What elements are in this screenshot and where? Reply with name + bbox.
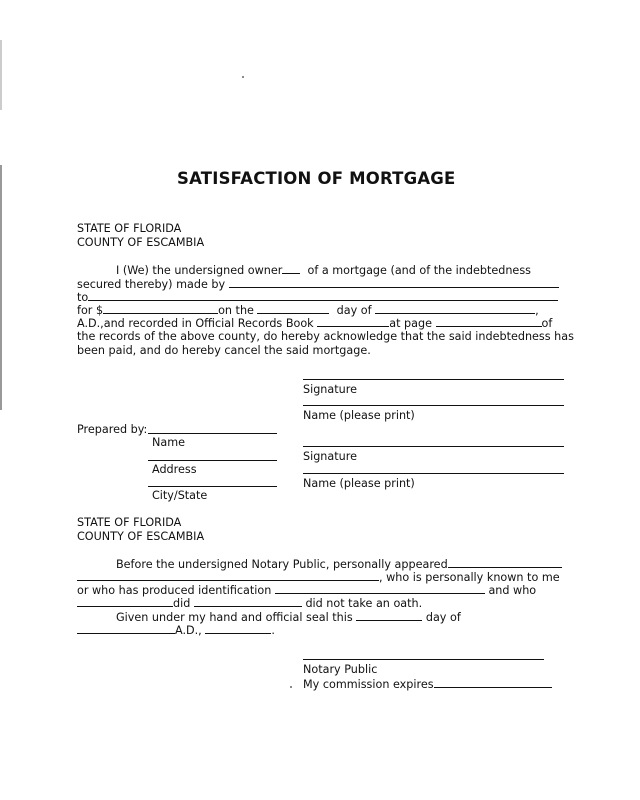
owner-blank[interactable]: [282, 263, 300, 274]
did-blank[interactable]: [77, 596, 173, 607]
notary-line-2: [77, 570, 560, 584]
appeared-blank[interactable]: [448, 557, 562, 568]
signature-label: Signature: [303, 383, 357, 396]
month-blank[interactable]: [375, 303, 535, 314]
scan-speck: [242, 76, 244, 78]
notary-line-3: [77, 583, 536, 597]
address-line[interactable]: [148, 460, 277, 461]
body-text: for $: [77, 304, 104, 317]
body-line-2: [77, 277, 559, 291]
prepared-city-state-label: City/State: [152, 489, 208, 502]
notary-text: day of: [425, 611, 461, 624]
body-text: ,: [535, 304, 539, 317]
notary-signature-line[interactable]: [303, 659, 544, 660]
commission-label: My commission expires: [303, 678, 434, 691]
seal-day-blank[interactable]: [356, 610, 422, 621]
appeared-name-blank[interactable]: [77, 570, 379, 581]
notary-line-5: [116, 610, 461, 624]
notary-text: Given under my hand and official seal this: [116, 611, 353, 624]
made-by-blank[interactable]: [229, 277, 559, 288]
notary-text: A.D.,: [175, 624, 202, 637]
scan-artifact: [0, 165, 2, 410]
notary-text: , who is personally known to me: [379, 571, 560, 584]
name-print-line[interactable]: [303, 405, 564, 406]
scan-artifact: [0, 40, 2, 110]
body-text: I (We) the undersigned owner: [116, 264, 283, 277]
seal-month-blank[interactable]: [77, 623, 175, 634]
body-line-6: the records of the above county, do hereby acknowledge that the said indebtedness has: [77, 330, 574, 343]
notary-text: .: [271, 624, 275, 637]
body-text: A.D.,and recorded in Official Records Book: [77, 317, 314, 330]
notary-state: STATE OF FLORIDA: [77, 516, 182, 529]
notary-public-label: Notary Public: [303, 663, 378, 676]
prepared-by-line[interactable]: [148, 433, 277, 434]
book-blank[interactable]: [317, 316, 389, 327]
prepared-by-label: Prepared by:: [77, 423, 148, 436]
commission-expires: [303, 677, 552, 691]
document-title: SATISFACTION OF MORTGAGE: [177, 169, 456, 188]
venue-state: STATE OF FLORIDA: [77, 222, 182, 235]
notary-text: Before the undersigned Notary Public, personally appeared: [116, 558, 448, 571]
body-text: of: [541, 317, 553, 330]
day-blank[interactable]: [257, 303, 329, 314]
city-state-line[interactable]: [148, 486, 277, 487]
did-not-blank[interactable]: [194, 596, 302, 607]
body-text: day of: [336, 304, 372, 317]
body-text: to: [77, 291, 89, 304]
prepared-address-label: Address: [152, 463, 197, 476]
signature-label: Signature: [303, 450, 357, 463]
body-line-4: [77, 303, 539, 317]
signature-line[interactable]: [303, 379, 564, 380]
name-print-line[interactable]: [303, 473, 564, 474]
body-line-1: [116, 263, 531, 277]
body-text: at page: [389, 317, 432, 330]
notary-text: did: [173, 597, 191, 610]
name-print-label: Name (please print): [303, 409, 415, 422]
year-blank[interactable]: [205, 623, 271, 634]
body-text: secured thereby) made by: [77, 278, 226, 291]
body-text: of a mortgage (and of the indebtedness: [307, 264, 531, 277]
amount-blank[interactable]: [103, 303, 218, 314]
notary-line-6: [77, 623, 275, 637]
venue-county: COUNTY OF ESCAMBIA: [77, 236, 205, 249]
body-line-7: been paid, and do hereby cancel the said mortgage.: [77, 344, 371, 357]
body-line-3: [77, 290, 558, 304]
notary-county: COUNTY OF ESCAMBIA: [77, 530, 205, 543]
signature-line[interactable]: [303, 446, 564, 447]
identification-blank[interactable]: [275, 583, 485, 594]
notary-text: and who: [488, 584, 537, 597]
scan-speck: [290, 686, 292, 688]
notary-line-1: [116, 557, 562, 571]
prepared-name-label: Name: [152, 436, 186, 449]
name-print-label: Name (please print): [303, 477, 415, 490]
page-blank[interactable]: [436, 316, 542, 327]
notary-text: or who has produced identification: [77, 584, 272, 597]
notary-line-4: [77, 596, 422, 610]
commission-blank[interactable]: [434, 677, 552, 688]
body-line-5: [77, 316, 552, 330]
to-blank[interactable]: [88, 290, 558, 301]
body-text: on the: [218, 304, 254, 317]
notary-text: did not take an oath.: [305, 597, 423, 610]
